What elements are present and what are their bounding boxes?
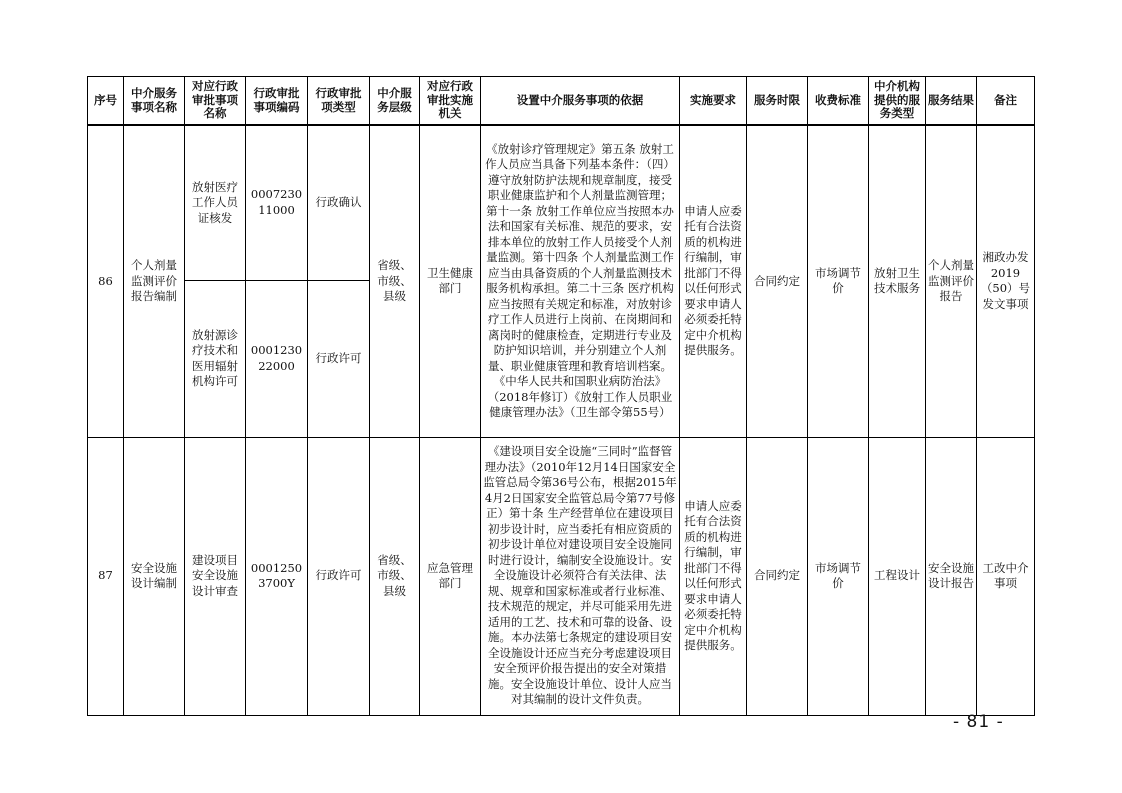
row-approval-name: 建设项目安全设施设计审查 bbox=[185, 437, 246, 715]
row-authority: 应急管理部门 bbox=[420, 437, 481, 715]
intermediary-services-table bbox=[87, 76, 1035, 716]
row-remark: 湘政办发2019（50）号发文事项 bbox=[977, 125, 1035, 437]
header-approval-code: 行政审批事项编码 bbox=[246, 77, 308, 126]
row-provider-type: 工程设计 bbox=[869, 437, 926, 715]
row-result: 安全设施设计报告 bbox=[926, 437, 977, 715]
header-result: 服务结果 bbox=[926, 77, 977, 126]
row-seq: 86 bbox=[88, 125, 124, 437]
row-time-limit: 合同约定 bbox=[747, 125, 808, 437]
header-requirement: 实施要求 bbox=[680, 77, 747, 126]
row-basis: 《放射诊疗管理规定》第五条 放射工作人员应当具备下列基本条件：（四）遵守放射防护法规和规章制度，接受职业健康监护和个人剂量监测管理；第十一条 放射工作单位应当按照本办法和国家有关标准、规范的要求，安排本单位的放射工作人员接受个人剂量监测。第十四条 个人剂量监测工作应当由具备资质的个人剂量监测技术服务机构承担。第二十三条 医疗机构应当按照有关规定和标准，对放射诊疗工作人员进行上岗前、在岗期间和离岗时的健康检查，定期进行专业及防护知识培训，并分别建立个人剂量、职业健康管理和教育培训档案。《中华人民共和国职业病防治法》（2018年修订）《放射工作人员职业健康管理办法》（卫生部令第55号） bbox=[481, 125, 680, 437]
header-service-level: 中介服务层级 bbox=[370, 77, 420, 126]
row-time-limit: 合同约定 bbox=[747, 437, 808, 715]
page-number: - 81 - bbox=[953, 712, 1004, 732]
row-service-name: 安全设施设计编制 bbox=[124, 437, 185, 715]
header-row bbox=[88, 77, 1035, 126]
row-approval-type: 行政确认 bbox=[308, 125, 370, 280]
header-service-name: 中介服务事项名称 bbox=[124, 77, 185, 126]
row-approval-code: 00012503700Y bbox=[246, 437, 308, 715]
row-service-level: 省级、市级、县级 bbox=[370, 125, 420, 437]
row-seq: 87 bbox=[88, 437, 124, 715]
row-requirement: 申请人应委托有合法资质的机构进行编制，审批部门不得以任何形式要求申请人必须委托特定中介机构提供服务。 bbox=[680, 125, 747, 437]
row-fee: 市场调节价 bbox=[808, 437, 869, 715]
row-approval-type: 行政许可 bbox=[308, 280, 370, 437]
row-basis: 《建设项目安全设施“三同时”监督管理办法》（2010年12月14日国家安全监管总局令第36号公布，根据2015年4月2日国家安全监管总局令第77号修正）第十条 生产经营单位在建设项目初步设计时，应当委托有相应资质的初步设计单位对建设项目安全设施同时进行设计，编制安全设施设计。安全设施设计必须符合有关法律、法规、规章和国家标准或者行业标准、技术规范的规定，并尽可能采用先进适用的工艺、技术和可靠的设备、设施。本办法第七条规定的建设项目安全设施设计还应当充分考虑建设项目安全预评价报告提出的安全对策措施。安全设施设计单位、设计人应当对其编制的设计文件负责。 bbox=[481, 437, 680, 715]
header-remark: 备注 bbox=[977, 77, 1035, 126]
header-time-limit: 服务时限 bbox=[747, 77, 808, 126]
row-provider-type: 放射卫生技术服务 bbox=[869, 125, 926, 437]
row-remark: 工改中介事项 bbox=[977, 437, 1035, 715]
row-approval-code: 000123022000 bbox=[246, 280, 308, 437]
row-service-name: 个人剂量监测评价报告编制 bbox=[124, 125, 185, 437]
header-basis: 设置中介服务事项的依据 bbox=[481, 77, 680, 126]
header-fee: 收费标准 bbox=[808, 77, 869, 126]
row-service-level: 省级、市级、县级 bbox=[370, 437, 420, 715]
table-row bbox=[88, 437, 1035, 715]
row-approval-name: 放射医疗工作人员证核发 bbox=[185, 125, 246, 280]
header-authority: 对应行政审批实施机关 bbox=[420, 77, 481, 126]
header-provider-type: 中介机构提供的服务类型 bbox=[869, 77, 926, 126]
row-authority: 卫生健康部门 bbox=[420, 125, 481, 437]
row-result: 个人剂量监测评价报告 bbox=[926, 125, 977, 437]
header-approval-type: 行政审批项类型 bbox=[308, 77, 370, 126]
header-approval-name: 对应行政审批事项名称 bbox=[185, 77, 246, 126]
row-requirement: 申请人应委托有合法资质的机构进行编制，审批部门不得以任何形式要求申请人必须委托特定中介机构提供服务。 bbox=[680, 437, 747, 715]
table-row bbox=[88, 125, 1035, 280]
header-seq: 序号 bbox=[88, 77, 124, 126]
row-approval-code: 000723011000 bbox=[246, 125, 308, 280]
row-approval-name: 放射源诊疗技术和医用辐射机构许可 bbox=[185, 280, 246, 437]
row-approval-type: 行政许可 bbox=[308, 437, 370, 715]
row-fee: 市场调节价 bbox=[808, 125, 869, 437]
